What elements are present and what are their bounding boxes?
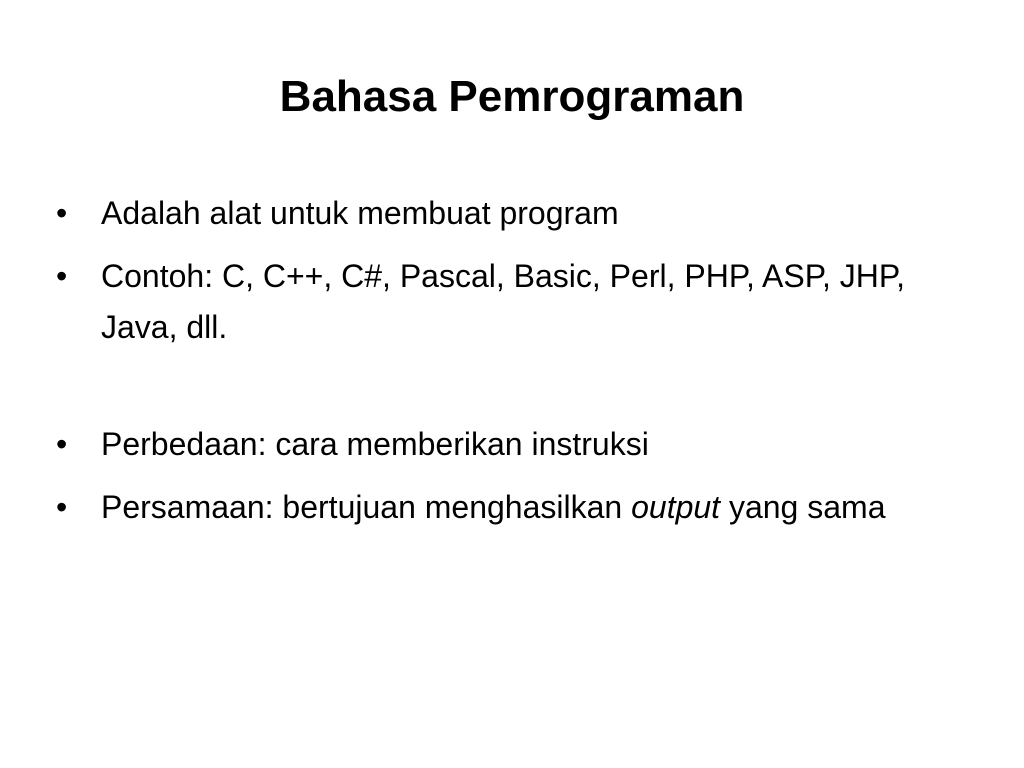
bullet-icon: • <box>56 258 68 294</box>
bullet-icon: • <box>56 426 68 462</box>
bullet-text-after: yang sama <box>720 489 886 525</box>
bullet-text: Contoh: C, C++, C#, Pascal, Basic, Perl, PHP, ASP, JHP, Java, dll. <box>101 258 905 345</box>
bullet-text-before: Persamaan: bertujuan menghasilkan <box>101 489 632 525</box>
slide-title: Bahasa Pemrograman <box>279 72 745 121</box>
bullet-text <box>101 489 885 525</box>
bullet-text-italic: output <box>631 489 721 525</box>
bullet-item <box>56 188 936 239</box>
bullet-icon: • <box>56 489 68 525</box>
bullet-item <box>56 251 936 353</box>
bullet-text: Perbedaan: cara memberikan instruksi <box>101 426 649 462</box>
bullet-item <box>56 482 936 533</box>
bullet-list <box>56 188 936 545</box>
bullet-item <box>56 419 936 470</box>
bullet-text: Adalah alat untuk membuat program <box>101 195 619 231</box>
bullet-icon: • <box>56 195 68 231</box>
